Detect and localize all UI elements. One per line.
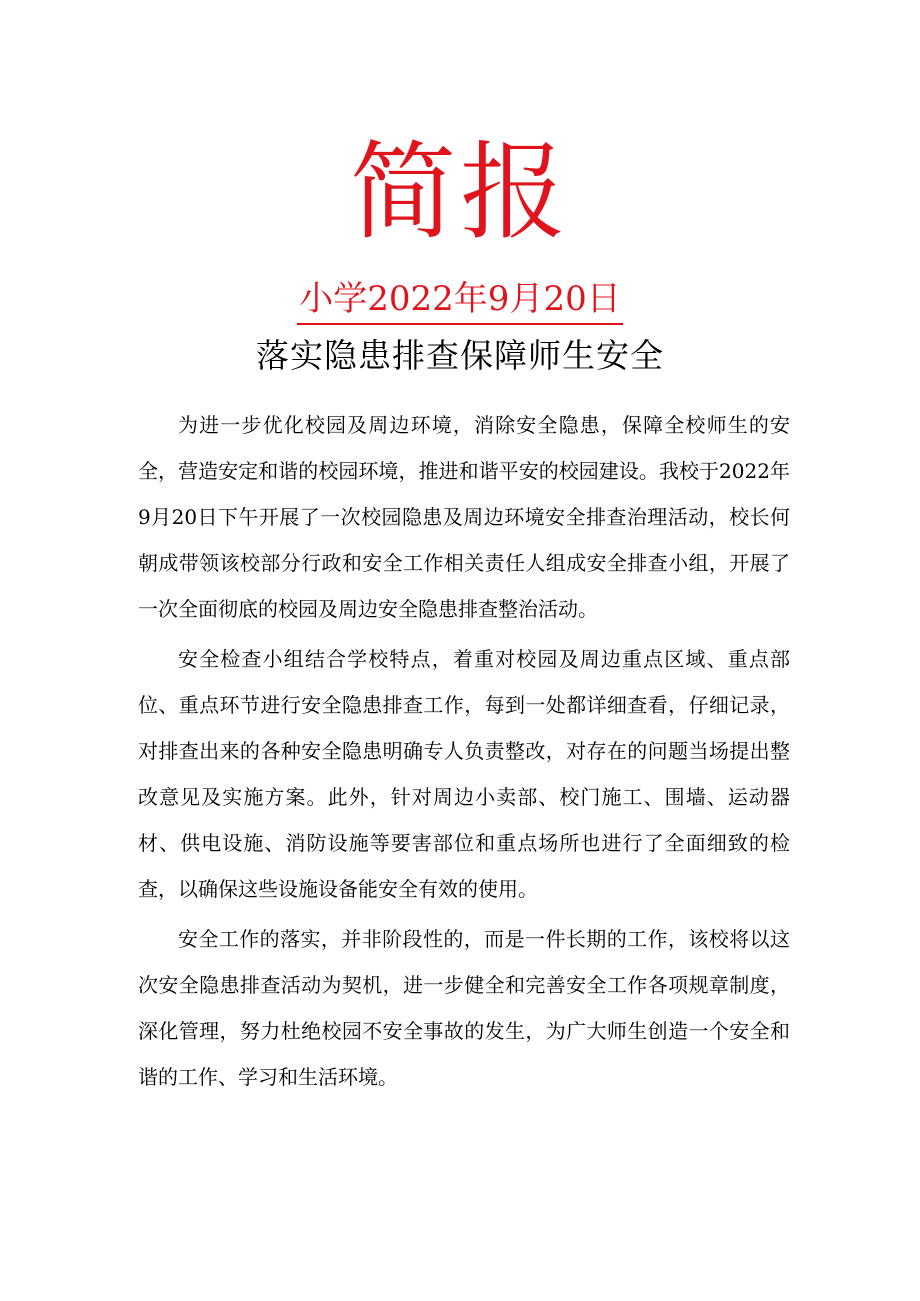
paragraph-1: 为进一步优化校园及周边环境，消除安全隐患，保障全校师生的安全，营造安定和谐的校园环境，推进和谐平安的校园建设。我校于2022年9月20日下午开展了一次校园隐患及周边环境安全排查治理活动，校长何朝成带领该校部分行政和安全工作相关责任人组成安全排查小组，开展了一次全面彻底的校园及周边安全隐患排查整治活动。 <box>138 413 790 621</box>
masthead-title: 简报 <box>350 131 570 254</box>
paragraph-3: 安全工作的落实，并非阶段性的，而是一件长期的工作，该校将以这次安全隐患排查活动为契机，进一步健全和完善安全工作各项规章制度，深化管理，努力杜绝校园不安全事故的发生，为广大师生创造一个安全和谐的工作、学习和生活环境。 <box>138 927 790 1089</box>
dateline <box>0 276 920 325</box>
article-headline: 落实隐患排查保障师生安全 <box>256 336 664 375</box>
article-body <box>138 402 790 1104</box>
paragraph-2: 安全检查小组结合学校特点，着重对校园及周边重点区域、重点部位、重点环节进行安全隐患排查工作，每到一处都详细查看，仔细记录，对排查出来的各种安全隐患明确专人负责整改，对存在的问题当场提出整改意见及实施方案。此外，针对周边小卖部、校门施工、围墙、运动器材、供电设施、消防设施等要害部位和重点场所也进行了全面细致的检查，以确保这些设施设备能安全有效的使用。 <box>138 647 790 901</box>
dateline-text: 小学2022年9月20日 <box>297 276 622 325</box>
